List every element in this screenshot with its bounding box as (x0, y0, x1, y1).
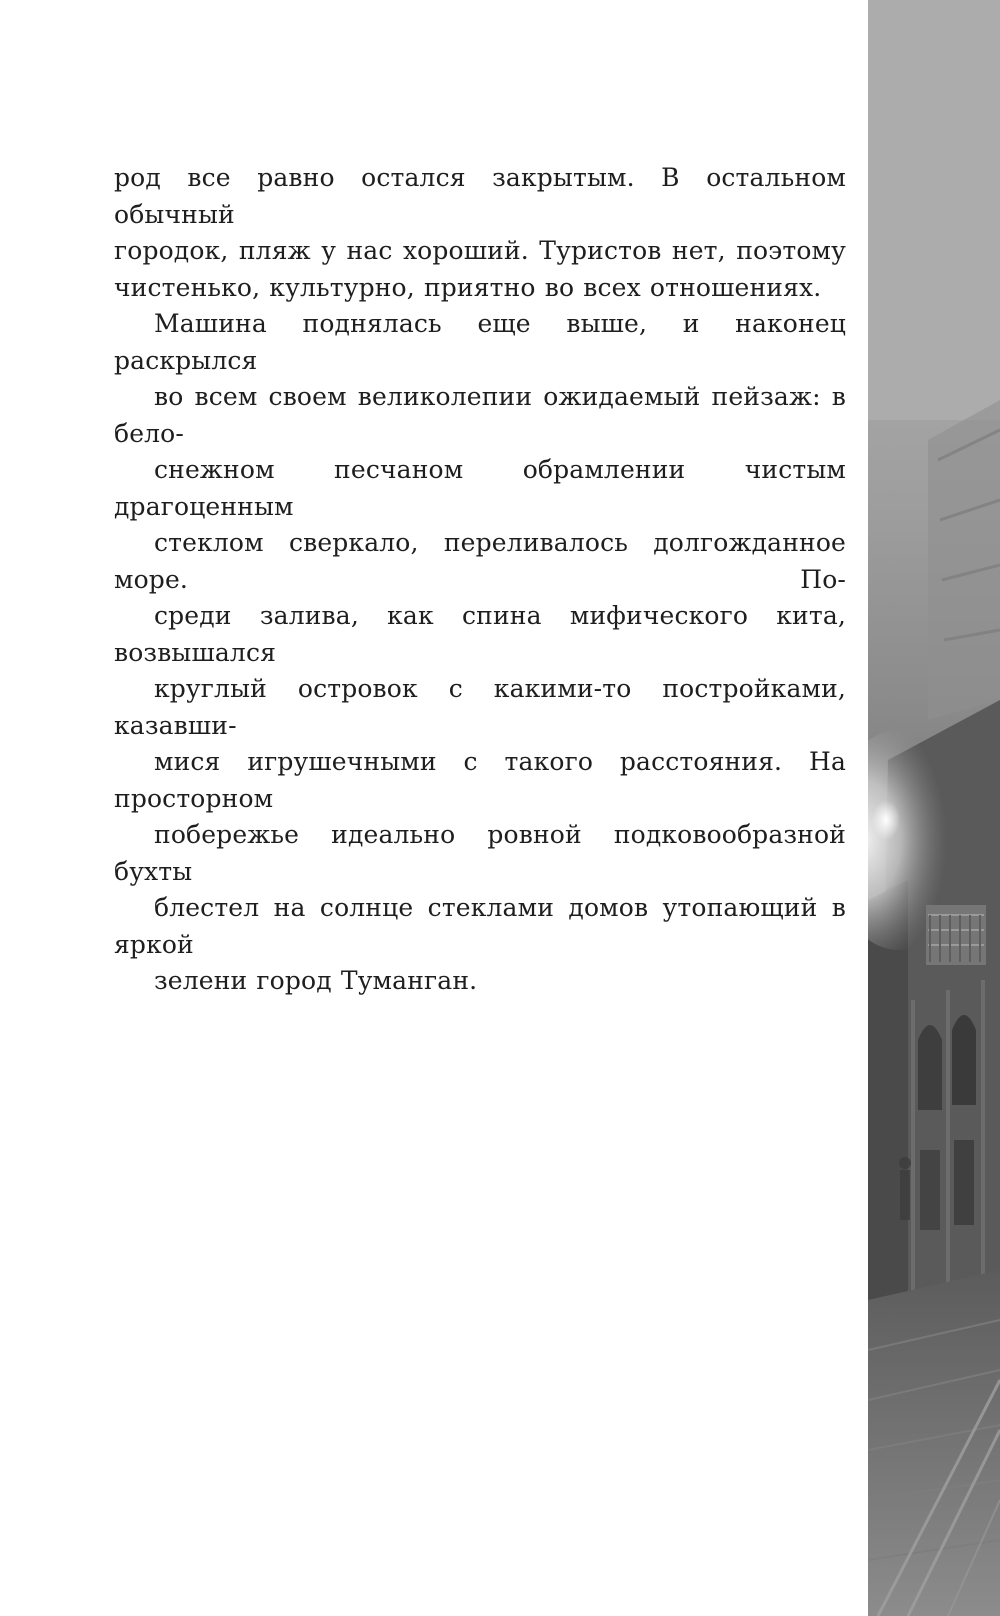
paragraph-1 (114, 160, 846, 306)
line: круглый островок с какими-то постройками, казавши- (114, 674, 846, 740)
line: мися игрушечными с такого расстояния. На просторном (114, 747, 846, 813)
line: снежном песчаном обрамлении чистым драгоценным (114, 455, 846, 521)
night-street-photo-icon (868, 0, 1000, 1616)
line: стеклом сверкало, переливалось долгожданное море. По- (114, 528, 846, 594)
line: блестел на солнце стеклами домов утопающий в яркой (114, 893, 846, 959)
paragraph-2 (114, 306, 846, 1000)
street-scene-graphic (868, 0, 1000, 1616)
line: среди залива, как спина мифического кита, возвышался (114, 601, 846, 667)
line: Машина поднялась еще выше, и наконец раскрылся (114, 309, 846, 375)
body-text (114, 160, 846, 1000)
line: род все равно остался закрытым. В остальном обычный (114, 163, 846, 229)
line: зелени город Туманган. (154, 966, 478, 995)
line: городок, пляж у нас хороший. Туристов нет, поэтому (114, 236, 846, 265)
line: чистенько, культурно, приятно во всех отношениях. (114, 272, 822, 302)
line: во всем своем великолепии ожидаемый пейзаж: в бело- (114, 382, 846, 448)
line: побережье идеально ровной подковообразной бухты (114, 820, 846, 886)
